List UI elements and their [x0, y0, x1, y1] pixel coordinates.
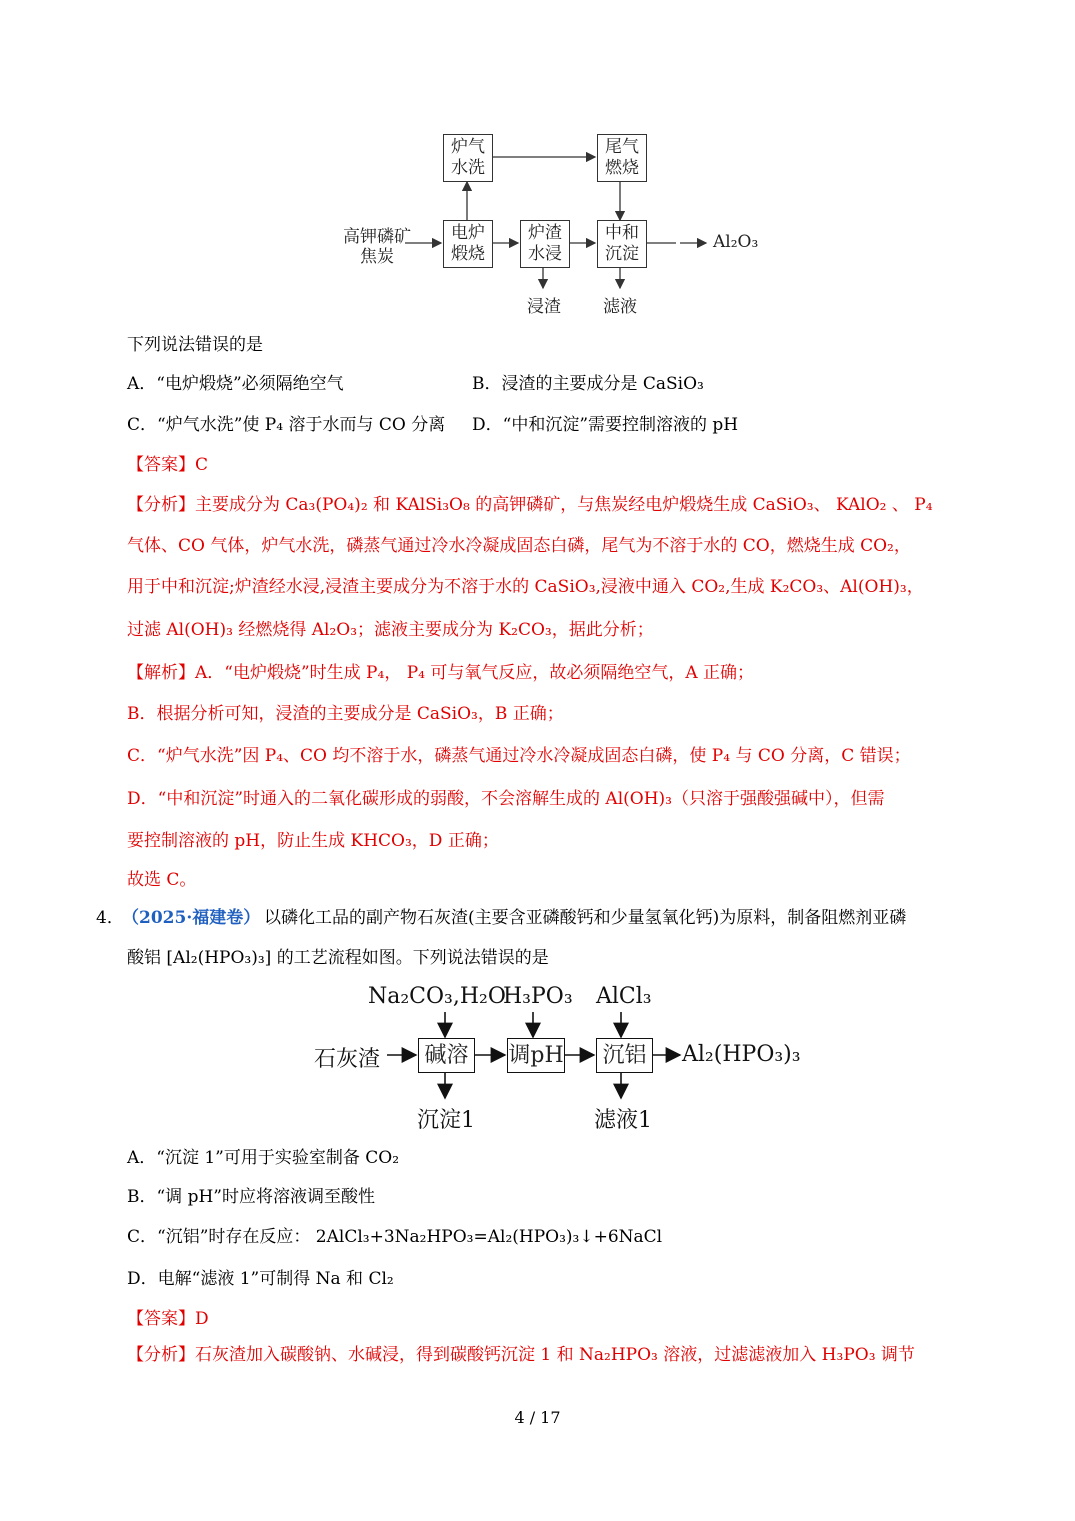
q3-option-b: B．浸渣的主要成分是 CaSiO₃: [472, 374, 704, 394]
q4-stem-line-1: 以磷化工品的副产物石灰渣(主要含亚磷酸钙和少量氢氧化钙)为原料，制备阻燃剂亚磷: [264, 908, 907, 928]
box-electric-furnace: 电炉 煅烧: [443, 220, 493, 268]
q4-answer: 【答案】D: [127, 1309, 209, 1329]
q4-flow-top-1: Na₂CO₃,H₂O: [368, 984, 506, 1009]
q4-flow-box-alkali-dissolve: 碱溶: [418, 1038, 475, 1073]
q4-flow-output: Al₂(HPO₃)₃: [682, 1042, 801, 1067]
q4-flow-bottom-1: 沉淀1: [417, 1108, 475, 1133]
q3-option-a: A．“电炉煅烧”必须隔绝空气: [127, 374, 344, 394]
q4-flow-top-3: AlCl₃: [596, 984, 652, 1009]
q3-analysis-line-2: 气体、CO 气体，炉气水洗，磷蒸气通过冷水冷凝成固态白磷，尾气为不溶于水的 CO，燃烧生成 CO₂，: [127, 536, 911, 556]
flow1-input-label-1: 高钾磷矿: [343, 227, 411, 247]
q4-stem-line-2: 酸铝 [Al₂(HPO₃)₃] 的工艺流程如图。下列说法错误的是: [127, 948, 549, 968]
q3-option-c: C．“炉气水洗”使 P₄ 溶于水而与 CO 分离: [127, 415, 446, 435]
q4-option-a: A．“沉淀 1”可用于实验室制备 CO₂: [127, 1148, 400, 1168]
q4-flow-input: 石灰渣: [314, 1047, 381, 1072]
q3-answer: 【答案】C: [127, 455, 209, 475]
box-furnace-gas-wash: 炉气 水洗: [443, 134, 493, 182]
q3-explain-line-2: B．根据分析可知，浸渣的主要成分是 CaSiO₃，B 正确；: [127, 704, 564, 724]
q4-option-d: D．电解“滤液 1”可制得 Na 和 Cl₂: [127, 1269, 394, 1289]
q4-number: 4．: [96, 908, 124, 928]
box-tail-gas-burn: 尾气 燃烧: [597, 134, 647, 182]
flow1-input-label-2: 焦炭: [360, 247, 394, 267]
q4-flow-box-adjust-ph: 调pH: [507, 1038, 565, 1073]
q3-explain-line-4: D．“中和沉淀”时通入的二氧化碳形成的弱酸，不会溶解生成的 Al(OH)₃（只溶于强酸强碱中），但需: [127, 789, 885, 809]
box-neutralize: 中和 沉淀: [597, 220, 647, 268]
q3-conclusion: 故选 C。: [127, 870, 197, 890]
q4-analysis-line-1: 【分析】石灰渣加入碳酸钠、水碱浸，得到碳酸钙沉淀 1 和 Na₂HPO₃ 溶液，过滤滤液加入 H₃PO₃ 调节: [127, 1345, 915, 1365]
q3-analysis-line-1: 【分析】主要成分为 Ca₃(PO₄)₂ 和 KAlSi₃O₈ 的高钾磷矿，与焦炭经电炉煅烧生成 CaSiO₃、 KAlO₂ 、 P₄: [127, 495, 933, 515]
q3-explain-line-3: C．“炉气水洗”因 P₄、CO 均不溶于水，磷蒸气通过冷水冷凝成固态白磷，使 P₄ 与 CO 分离，C 错误；: [127, 746, 911, 766]
q3-analysis-line-4: 过滤 Al(OH)₃ 经燃烧得 Al₂O₃；滤液主要成分为 K₂CO₃，据此分析；: [127, 620, 654, 640]
q3-stem: 下列说法错误的是: [127, 335, 263, 355]
box-slag-leach: 炉渣 水浸: [520, 220, 570, 268]
flow1-below-neutralize: 滤液: [603, 297, 637, 317]
page-number: 4 / 17: [514, 1408, 561, 1427]
q3-explain-line-1: 【解析】A．“电炉煅烧”时生成 P₄， P₄ 可与氧气反应，故必须隔绝空气，A 正确；: [127, 663, 755, 683]
flow1-output-label: Al₂O₃: [713, 232, 759, 252]
q4-flow-top-2: H₃PO₃: [503, 984, 573, 1009]
q3-explain-line-5: 要控制溶液的 pH，防止生成 KHCO₃，D 正确；: [127, 831, 499, 851]
q4-flow-box-precipitate-al: 沉铝: [596, 1038, 653, 1073]
q4-flow-bottom-2: 滤液1: [594, 1108, 652, 1133]
flow1-below-leach: 浸渣: [527, 297, 561, 317]
q4-option-c: C．“沉铝”时存在反应： 2AlCl₃+3Na₂HPO₃=Al₂(HPO₃)₃↓+6NaCl: [127, 1227, 663, 1247]
q4-option-b: B．“调 pH”时应将溶液调至酸性: [127, 1187, 375, 1207]
q3-analysis-line-3: 用于中和沉淀;炉渣经水浸,浸渣主要成分为不溶于水的 CaSiO₃,浸液中通入 CO₂,生成 K₂CO₃、Al(OH)₃，: [127, 577, 924, 597]
q4-source: （2025·福建卷）: [122, 908, 261, 928]
q3-option-d: D．“中和沉淀”需要控制溶液的 pH: [472, 415, 739, 435]
